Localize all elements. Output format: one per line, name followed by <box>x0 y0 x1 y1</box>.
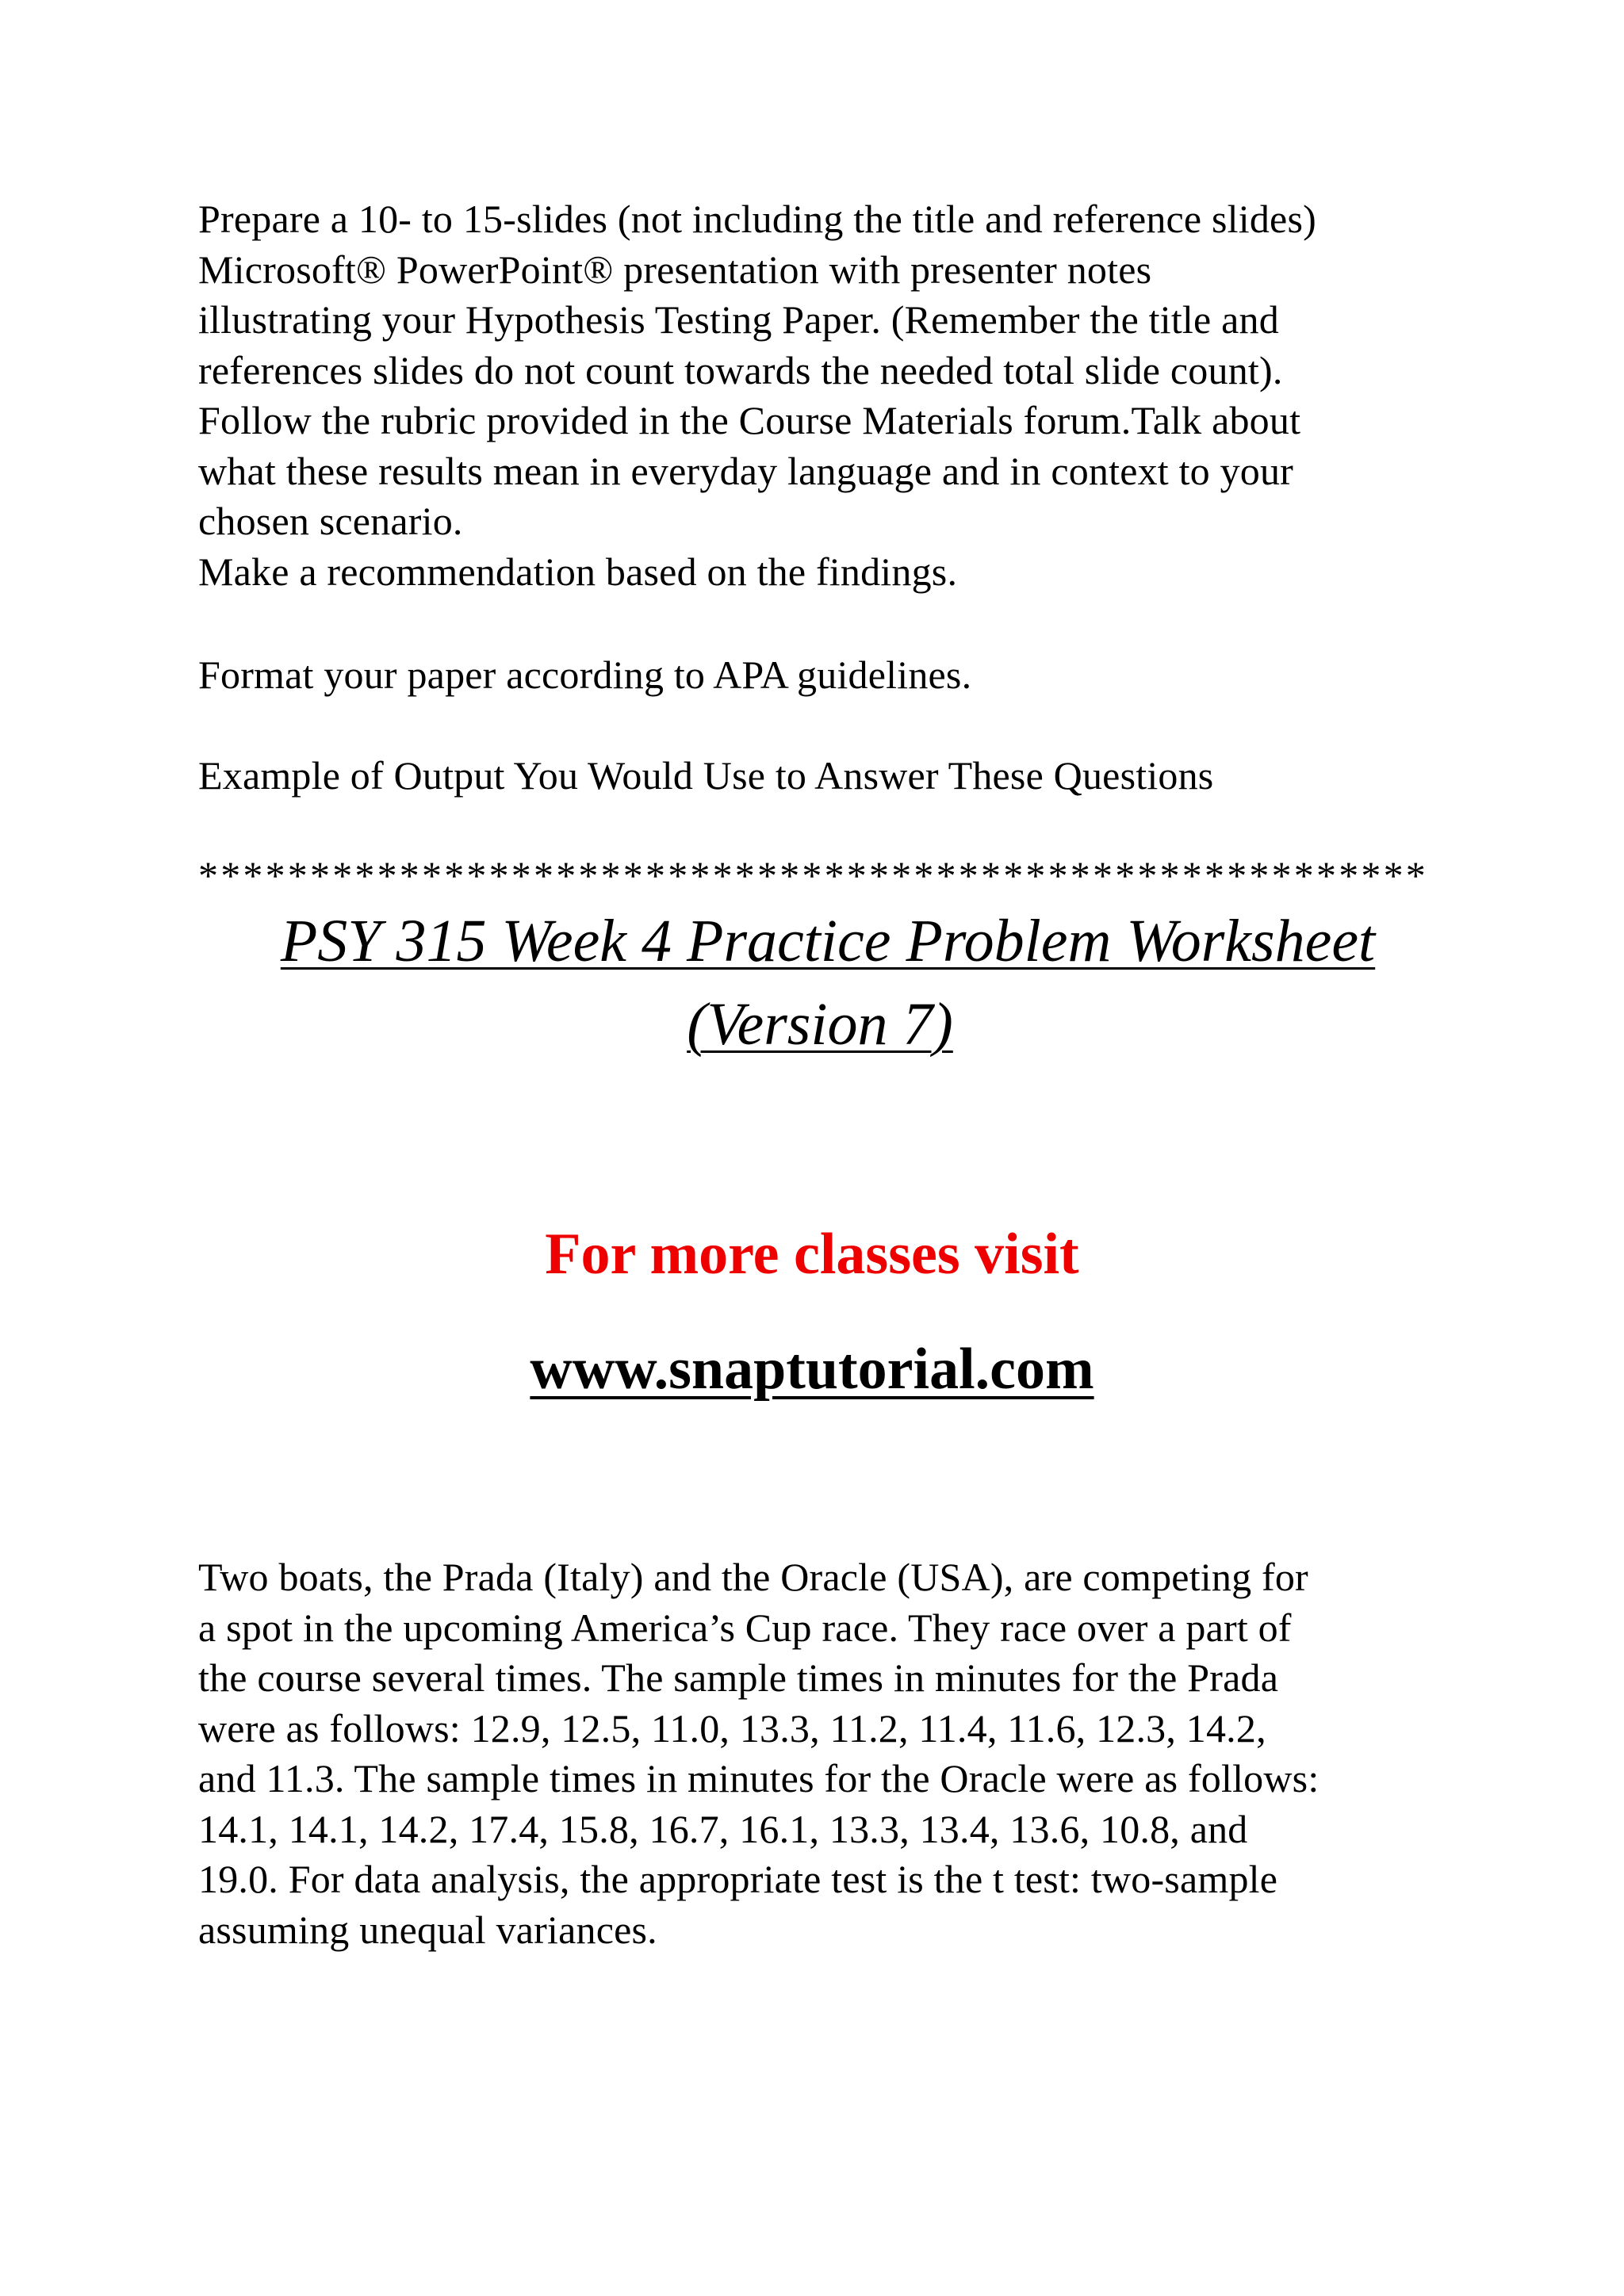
asterisk-separator: ******************************************************* <box>198 853 1428 897</box>
promo-link[interactable]: www.snaptutorial.com <box>530 1337 1094 1402</box>
instructions-line: illustrating your Hypothesis Testing Paper. (Remember the title and <box>198 297 1279 342</box>
problem-line: were as follows: 12.9, 12.5, 11.0, 13.3, 11.2, 11.4, 11.6, 12.3, 14.2, <box>198 1705 1266 1751</box>
problem-line: a spot in the upcoming America’s Cup race. They race over a part of <box>198 1605 1292 1650</box>
example-line: Example of Output You Would Use to Answer These Questions <box>198 753 1214 798</box>
problem-line: assuming unequal variances. <box>198 1907 657 1952</box>
problem-paragraph <box>198 1552 1435 1955</box>
promo-heading: For more classes visit <box>545 1222 1079 1287</box>
instructions-line: references slides do not count towards the needed total slide count). <box>198 347 1283 392</box>
instructions-line: chosen scenario. <box>198 499 463 543</box>
problem-line: the course several times. The sample times in minutes for the Prada <box>198 1655 1279 1700</box>
problem-line: and 11.3. The sample times in minutes for the Oracle were as follows: <box>198 1756 1320 1800</box>
example-paragraph <box>198 751 1435 802</box>
instructions-line: Follow the rubric provided in the Course Materials forum.Talk about <box>198 398 1301 442</box>
worksheet-version: (Version 7) <box>687 991 953 1058</box>
instructions-line: Make a recommendation based on the findings. <box>198 549 958 594</box>
problem-line: Two boats, the Prada (Italy) and the Oracle (USA), are competing for <box>198 1555 1308 1599</box>
worksheet-title: PSY 315 Week 4 Practice Problem Worksheet <box>280 908 1376 974</box>
problem-line: 19.0. For data analysis, the appropriate test is the t test: two-sample <box>198 1857 1278 1901</box>
instructions-line: what these results mean in everyday language and in context to your <box>198 448 1294 493</box>
instructions-line: Prepare a 10- to 15-slides (not including the title and reference slides) <box>198 197 1316 241</box>
format-paragraph <box>198 650 1435 701</box>
format-line: Format your paper according to APA guidelines. <box>198 652 972 697</box>
problem-line: 14.1, 14.1, 14.2, 17.4, 15.8, 16.7, 16.1, 13.3, 13.4, 13.6, 10.8, and <box>198 1806 1248 1851</box>
instructions-paragraph <box>198 194 1435 597</box>
instructions-line: Microsoft® PowerPoint® presentation with presenter notes <box>198 247 1152 292</box>
